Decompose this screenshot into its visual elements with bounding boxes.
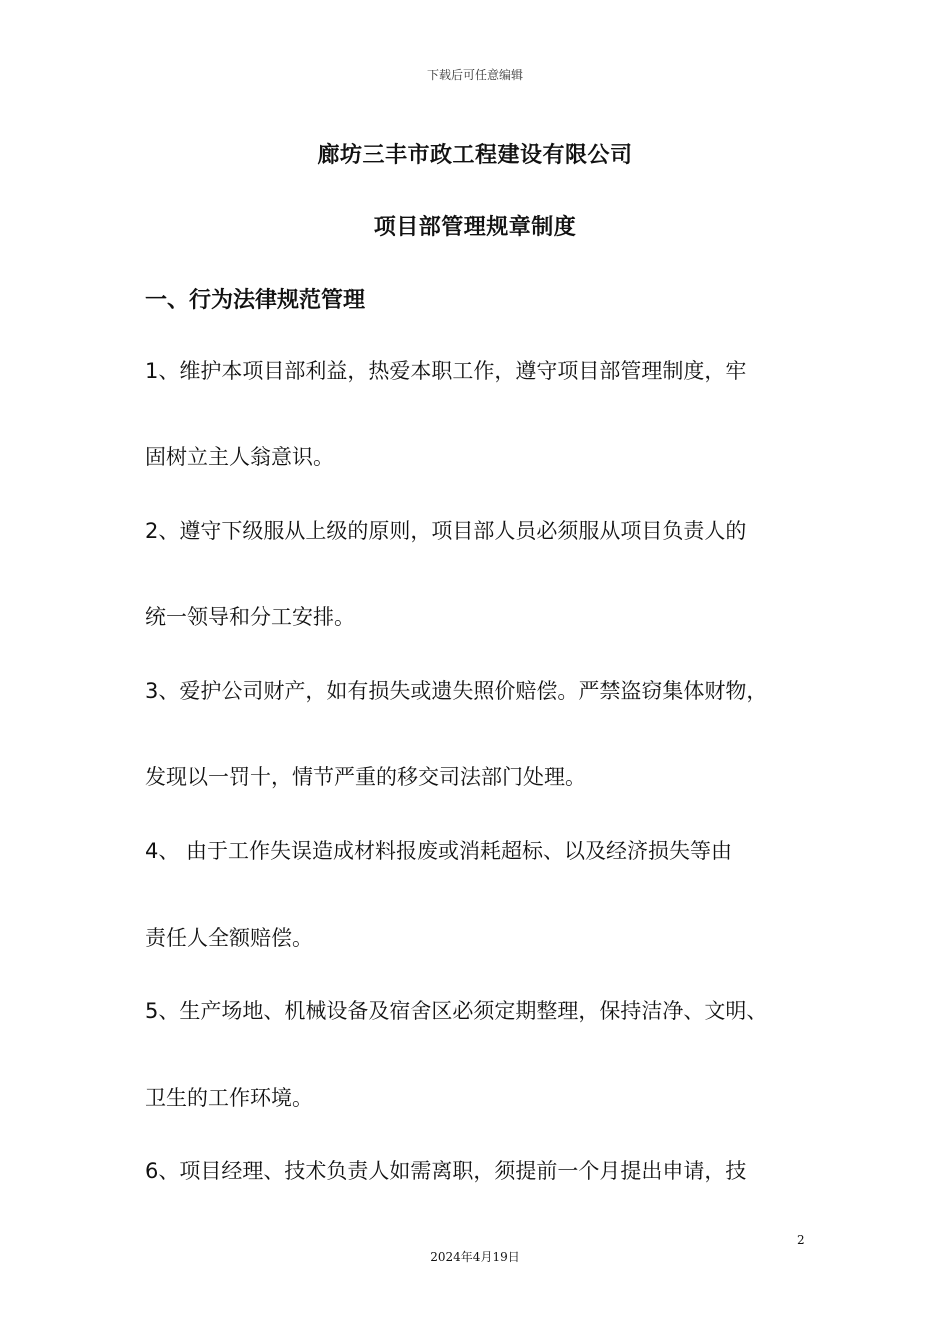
body-line-8: 责任人全额赔偿。 xyxy=(145,926,313,950)
body-line-3: 2、遵守下级服从上级的原则，项目部人员必须服从项目负责人的 xyxy=(145,519,747,543)
page-number: 2 xyxy=(797,1233,805,1247)
body-line-7: 4、 由于工作失误造成材料报废或消耗超标、以及经济损失等由 xyxy=(145,839,733,863)
body-line-5: 3、爱护公司财产，如有损失或遗失照价赔偿。严禁盗窃集体财物， xyxy=(145,679,768,703)
body-line-10: 卫生的工作环境。 xyxy=(145,1086,313,1110)
section-heading: 一、行为法律规范管理 xyxy=(145,288,366,313)
regulation-title: 项目部管理规章制度 xyxy=(373,215,577,240)
company-title: 廊坊三丰市政工程建设有限公司 xyxy=(317,143,633,168)
body-line-9: 5、生产场地、机械设备及宿舍区必须定期整理，保持洁净、文明、 xyxy=(145,999,768,1023)
body-line-6: 发现以一罚十，情节严重的移交司法部门处理。 xyxy=(145,765,586,789)
body-line-4: 统一领导和分工安排。 xyxy=(145,605,355,629)
body-line-11: 6、项目经理、技术负责人如需离职，须提前一个月提出申请，技 xyxy=(145,1159,747,1183)
header-note: 下载后可任意编辑 xyxy=(426,68,523,82)
body-line-1: 1、维护本项目部利益，热爱本职工作，遵守项目部管理制度，牢 xyxy=(145,359,747,383)
footer-date: 2024年4月19日 xyxy=(430,1250,520,1264)
body-line-2: 固树立主人翁意识。 xyxy=(145,445,334,469)
